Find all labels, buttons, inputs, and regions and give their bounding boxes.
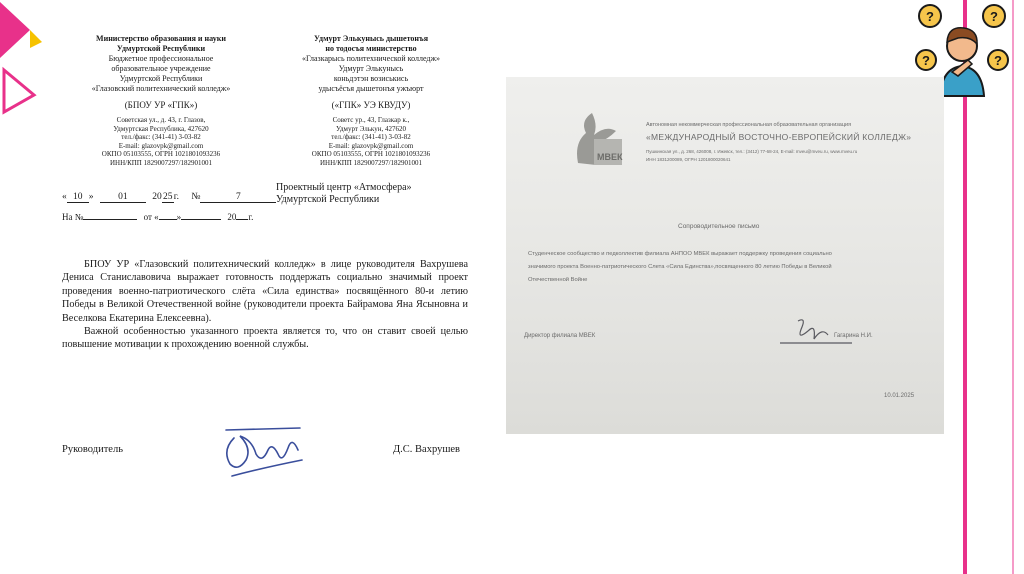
contact-line1: Пушкинская ул., д. 268, 426008, г. Ижевск, тел.: (3412) 77-68-24, E-mail: mveu@mveu.ru, www.mveu.ru <box>646 149 858 154</box>
phone: тел./факс: (341-41) 3-03-82 <box>121 133 201 141</box>
org-region-udm: Удмурт Элькунысь <box>338 64 404 73</box>
decorative-shapes <box>0 0 60 120</box>
signer-name: Гагарина Н.И. <box>834 333 873 339</box>
letter-body <box>62 258 468 352</box>
letterhead-right <box>276 34 466 167</box>
svg-text:?: ? <box>922 53 930 68</box>
ref-na-label: На № <box>62 212 84 222</box>
letter-title: Сопроводительное письмо <box>678 223 760 230</box>
okpo: ОКПО 05103555, ОГРН 1021801093236 <box>101 150 221 158</box>
recipient-line1: Проектный центр «Атмосфера» <box>276 182 412 193</box>
contact-line2: ИНН 1831200089, ОГРН 1201800020641 <box>646 157 731 162</box>
logo-text: МВЕК <box>597 152 623 162</box>
address-line1: Советская ул., д. 43, г. Глазов, <box>116 116 206 124</box>
body-line2: значимого проекта Военно-патриотического Слета «Сила Единства»,посвященного 80 летию Победы в Великой <box>528 264 832 270</box>
letterhead-left <box>66 34 256 167</box>
svg-text:?: ? <box>994 53 1002 68</box>
org-name-udm: «Глазкарысь политехнической колледж» <box>301 54 441 63</box>
ref-year-suffix: г. <box>248 212 254 222</box>
pink-triangle <box>0 2 30 58</box>
email: E-mail: glazovpk@gmail.com <box>118 141 204 150</box>
date-line <box>62 192 276 203</box>
paragraph-2: Важной особенностью указанного проекта является то, что он ставит своей целью повышение мотивации к прохождению военной службы. <box>62 326 468 351</box>
recipient-line2: Удмуртской Республики <box>276 194 380 205</box>
date-year-suffix: г. <box>173 192 179 202</box>
phone-udm: тел./факс: (341-41) 3-03-82 <box>331 133 411 141</box>
org-region: Удмуртской Республики <box>119 74 203 83</box>
signature-title: Руководитель <box>62 444 123 455</box>
ministry-name-udm: Удмурт Элькунысь дышетонъя <box>313 34 429 43</box>
address-line1-udm: Советс ур., 43, Глазкар к., <box>332 116 410 124</box>
org-name: «Глазовский политехнический колледж» <box>91 84 231 93</box>
date-year-prefix: 20 <box>152 192 162 202</box>
griffin-logo-icon <box>568 103 628 173</box>
okpo-udm: ОКПО 05103555, ОГРН 1021801093236 <box>311 150 431 158</box>
right-accent-bar-thin <box>1012 0 1014 574</box>
inn-udm: ИНН/КПП 1829007297/182901001 <box>319 158 423 167</box>
body-line1: Студенческое сообщество и педколлектив филиала АНПОО МВЕК выражает поддержку проведения социально <box>528 251 832 257</box>
doc-number: 7 <box>200 192 276 203</box>
inn: ИНН/КПП 1829007297/182901001 <box>109 158 213 167</box>
handwritten-signature-1 <box>212 420 308 486</box>
org-line1: Автономная некоммерческая профессиональная образовательная организация <box>646 122 852 128</box>
org-abbr-udm: («ГПК» УЭ КВУДУ) <box>331 100 411 110</box>
org-line2: «МЕЖДУНАРОДНЫЙ ВОСТОЧНО-ЕВРОПЕЙСКИЙ КОЛЛЕДЖ» <box>646 132 912 142</box>
email-udm: E-mail: glazovpk@gmail.com <box>328 141 414 150</box>
svg-text:?: ? <box>926 9 934 24</box>
address-line2: Удмуртская Республика, 427620 <box>113 124 209 133</box>
reference-line <box>62 212 253 222</box>
org-type-udm-2: удысъёсъя дышетонъя ужъюрт <box>318 84 424 93</box>
date-day: 10 <box>67 192 89 203</box>
org-type-2: образовательное учреждение <box>111 64 211 73</box>
pink-chevron <box>4 70 34 112</box>
date-month: 01 <box>100 192 146 203</box>
ministry-name-udm-2: но тодосъя министерство <box>325 44 417 53</box>
ministry-name: Министерство образования и науки <box>96 34 226 43</box>
date-close-quote: » <box>88 192 94 202</box>
ref-ot-close: » <box>176 212 182 222</box>
ref-year-prefix: 20 <box>227 212 237 222</box>
letter-mvek-photo <box>506 77 944 434</box>
signature-name: Д.С. Вахрушев <box>393 444 461 455</box>
body-line3: Отечественной Войне <box>528 277 588 283</box>
date-open-quote: « <box>62 192 67 202</box>
org-abbr: (БПОУ УР «ГПК») <box>124 100 198 110</box>
recipient <box>276 182 412 206</box>
org-type-1: Бюджетное профессиональное <box>108 54 214 63</box>
signer-title: Директор филиала МВЕК <box>524 333 596 339</box>
yellow-shape <box>30 30 42 48</box>
ministry-region: Удмуртской Республики <box>116 44 206 53</box>
date-year: 25 <box>163 192 173 202</box>
handwritten-signature-2 <box>776 313 856 349</box>
letter-date: 10.01.2025 <box>884 393 915 399</box>
paragraph-1: БПОУ УР «Глазовский политехнический колледж» в лице руководителя Вахрушева Дениса Станиславовича выражает готовность поддержать социально значимый проект проведения военно-патриотического слёта «Сила единства» посвящённого 80-и летию Победы в Великой Отечественной войне (руководители проекта Байрамова Яна Ясыновна и Веселкова Екатерина Елексеевна). <box>62 259 468 324</box>
address-line2-udm: Удмурт Элькун, 427620 <box>336 124 406 133</box>
org-type-udm-1: коньдэтэн возиськись <box>333 74 409 83</box>
doc-number-label: № <box>191 192 201 202</box>
ref-ot-label: от « <box>143 212 159 222</box>
svg-text:?: ? <box>990 9 998 24</box>
